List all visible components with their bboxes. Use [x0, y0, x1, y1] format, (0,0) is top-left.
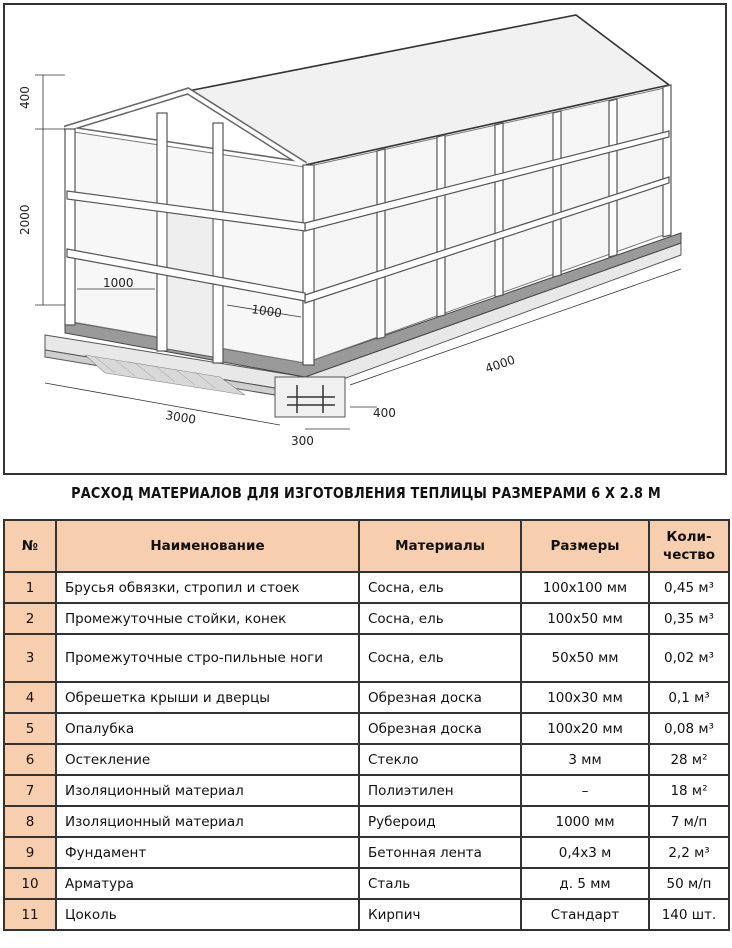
dim-wall-height: 2000: [18, 204, 32, 235]
row-number: 3: [4, 634, 56, 682]
row-number: 1: [4, 572, 56, 603]
materials-table: [3, 519, 730, 931]
row-quantity: 0,35 м³: [649, 603, 729, 634]
row-size: 100х100 мм: [521, 572, 649, 603]
row-material: Полиэтилен: [359, 775, 521, 806]
row-quantity: 7 м/п: [649, 806, 729, 837]
dim-foundation-depth: 400: [373, 406, 396, 420]
row-quantity: 2,2 м³: [649, 837, 729, 868]
table-row: [4, 744, 729, 775]
table-row: [4, 868, 729, 899]
row-quantity: 0,08 м³: [649, 713, 729, 744]
row-number: 5: [4, 713, 56, 744]
header-number: №: [4, 520, 56, 572]
table-row: [4, 899, 729, 930]
row-number: 7: [4, 775, 56, 806]
row-name: Обрешетка крыши и дверцы: [56, 682, 359, 713]
row-material: Обрезная доска: [359, 713, 521, 744]
row-name: Изоляционный материал: [56, 806, 359, 837]
table-title: РАСХОД МАТЕРИАЛОВ ДЛЯ ИЗГОТОВЛЕНИЯ ТЕПЛИЦЫ РАЗМЕРАМИ 6 Х 2.8 М: [71, 484, 661, 502]
row-number: 6: [4, 744, 56, 775]
dim-foundation-width: 300: [291, 434, 314, 448]
row-quantity: 0,02 м³: [649, 634, 729, 682]
table-header-row: [4, 520, 729, 572]
row-quantity: 50 м/п: [649, 868, 729, 899]
row-size: 100х30 мм: [521, 682, 649, 713]
row-material: Бетонная лента: [359, 837, 521, 868]
row-name: Остекление: [56, 744, 359, 775]
row-name: Промежуточные стро-пильные ноги: [56, 634, 359, 682]
row-name: Фундамент: [56, 837, 359, 868]
row-name: Изоляционный материал: [56, 775, 359, 806]
dim-length: 4000: [483, 352, 517, 376]
row-size: 100х20 мм: [521, 713, 649, 744]
dim-front-left-width: 1000: [103, 276, 134, 290]
row-number: 11: [4, 899, 56, 930]
row-material: Сосна, ель: [359, 603, 521, 634]
row-number: 10: [4, 868, 56, 899]
header-name: Наименование: [56, 520, 359, 572]
row-name: Промежуточные стойки, конек: [56, 603, 359, 634]
row-material: Обрезная доска: [359, 682, 521, 713]
row-quantity: 140 шт.: [649, 899, 729, 930]
dim-width: 3000: [164, 408, 197, 427]
row-size: –: [521, 775, 649, 806]
row-name: Опалубка: [56, 713, 359, 744]
row-name: Арматура: [56, 868, 359, 899]
header-size: Размеры: [521, 520, 649, 572]
header-material: Материалы: [359, 520, 521, 572]
row-quantity: 18 м²: [649, 775, 729, 806]
row-material: Сосна, ель: [359, 572, 521, 603]
row-size: 0,4х3 м: [521, 837, 649, 868]
table-row: [4, 572, 729, 603]
row-size: д. 5 мм: [521, 868, 649, 899]
row-material: Кирпич: [359, 899, 521, 930]
table-row: [4, 837, 729, 868]
row-name: Цоколь: [56, 899, 359, 930]
dim-roof-height: 400: [18, 86, 32, 109]
header-quantity: Коли-чество: [649, 520, 729, 572]
greenhouse-sketch: [5, 5, 729, 477]
table-row: [4, 634, 729, 682]
row-size: 100х50 мм: [521, 603, 649, 634]
row-size: Стандарт: [521, 899, 649, 930]
row-material: Сталь: [359, 868, 521, 899]
row-number: 8: [4, 806, 56, 837]
row-quantity: 0,1 м³: [649, 682, 729, 713]
row-size: 1000 мм: [521, 806, 649, 837]
row-number: 2: [4, 603, 56, 634]
row-quantity: 0,45 м³: [649, 572, 729, 603]
row-number: 9: [4, 837, 56, 868]
row-material: Стекло: [359, 744, 521, 775]
table-row: [4, 713, 729, 744]
row-size: 3 мм: [521, 744, 649, 775]
table-row: [4, 806, 729, 837]
row-material: Сосна, ель: [359, 634, 521, 682]
table-row: [4, 603, 729, 634]
row-material: Рубероид: [359, 806, 521, 837]
table-row: [4, 775, 729, 806]
row-number: 4: [4, 682, 56, 713]
greenhouse-drawing: [3, 3, 727, 475]
row-name: Брусья обвязки, стропил и стоек: [56, 572, 359, 603]
row-size: 50х50 мм: [521, 634, 649, 682]
row-quantity: 28 м²: [649, 744, 729, 775]
table-row: [4, 682, 729, 713]
dim-front-right-width: 1000: [250, 302, 283, 321]
